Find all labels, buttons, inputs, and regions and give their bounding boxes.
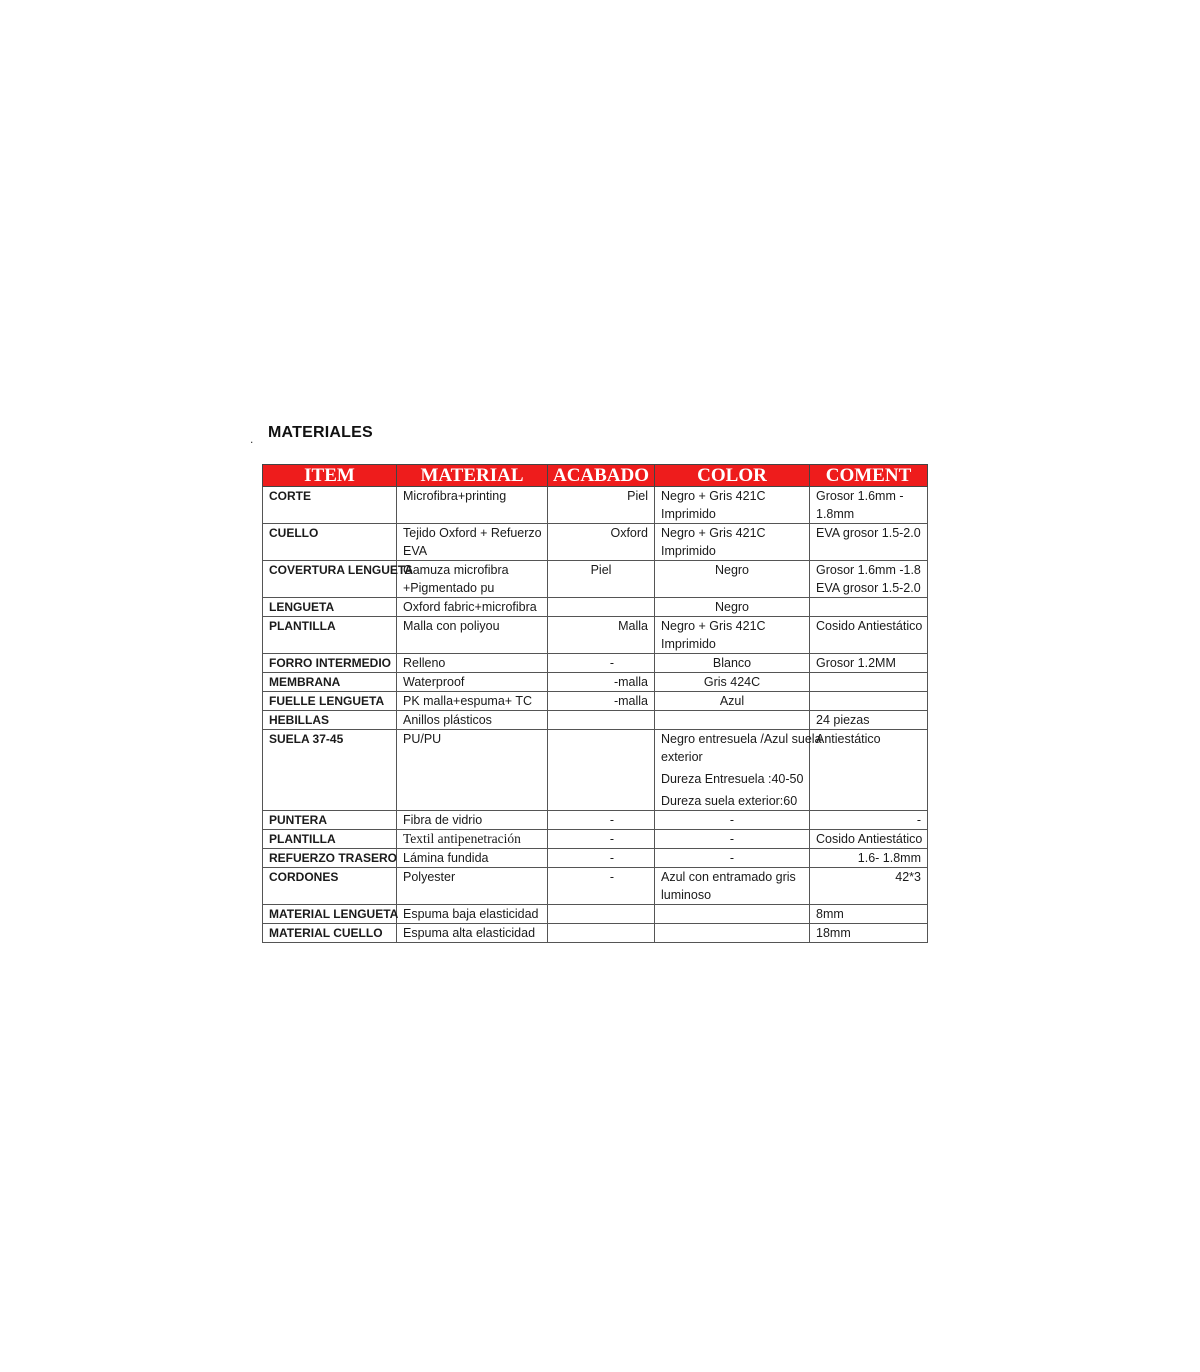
table-row: [263, 868, 928, 905]
cell-line: Negro entresuela /Azul suela: [661, 732, 822, 746]
cell-line: 8mm: [816, 907, 844, 921]
cell-coment: [810, 924, 928, 943]
cell-color: [655, 598, 810, 617]
table-row: [263, 598, 928, 617]
cell-material: [397, 561, 548, 598]
cell-coment: [810, 730, 928, 811]
cell-line: exterior: [661, 750, 703, 764]
cell-material: Oxford fabric+microfibra: [397, 598, 548, 617]
cell-line: Negro + Gris 421C: [661, 489, 766, 503]
table-row: [263, 524, 928, 561]
cell-material: Relleno: [397, 654, 548, 673]
cell-item: PUNTERA: [263, 811, 397, 830]
cell-color: [655, 487, 810, 524]
cell-acabado: -: [548, 868, 655, 905]
table-row: [263, 730, 928, 811]
cell-acabado: -malla: [548, 673, 655, 692]
cell-line: Dureza suela exterior:60: [661, 794, 798, 808]
cell-line: luminoso: [661, 888, 712, 902]
cell-line: Negro: [714, 563, 750, 577]
cell-acabado: -malla: [548, 692, 655, 711]
cell-acabado: [548, 905, 655, 924]
cell-acabado: -: [548, 811, 655, 830]
cell-material: Microfibra+printing: [397, 487, 548, 524]
cell-acabado: -: [548, 830, 655, 849]
cell-item: CORTE: [263, 487, 397, 524]
cell-line: Negro + Gris 421C: [661, 619, 766, 633]
cell-line: Antiestático: [816, 732, 881, 746]
cell-line: Grosor 1.6mm -: [816, 489, 904, 503]
cell-line: 1.6- 1.8mm: [857, 851, 921, 865]
cell-coment: [810, 692, 928, 711]
cell-coment: [810, 811, 928, 830]
cell-color: [655, 711, 810, 730]
cell-color: [655, 868, 810, 905]
cell-acabado: [548, 730, 655, 811]
cell-color: [655, 561, 810, 598]
cell-material: Fibra de vidrio: [397, 811, 548, 830]
cell-coment: [810, 830, 928, 849]
table-row: [263, 692, 928, 711]
cell-line: 24 piezas: [816, 713, 870, 727]
cell-coment: [810, 711, 928, 730]
cell-item: SUELA 37-45: [263, 730, 397, 811]
cell-material: PK malla+espuma+ TC: [397, 692, 548, 711]
cell-line: Grosor 1.6mm -1.8: [816, 563, 921, 577]
cell-line: Cosido Antiestático: [816, 832, 923, 846]
cell-acabado: -: [548, 654, 655, 673]
table-row: [263, 617, 928, 654]
cell-acabado: [548, 924, 655, 943]
cell-line: 18mm: [816, 926, 851, 940]
cell-line: 1.8mm: [816, 507, 855, 521]
cell-item: FUELLE LENGUETA: [263, 692, 397, 711]
cell-line: Gamuza microfibra: [403, 563, 509, 577]
cell-material: Malla con poliyou: [397, 617, 548, 654]
cell-item: LENGUETA: [263, 598, 397, 617]
header-coment: COMENT: [810, 465, 928, 487]
cell-color: [655, 524, 810, 561]
cell-line: EVA grosor 1.5-2.0: [816, 526, 921, 540]
cell-material: PU/PU: [397, 730, 548, 811]
cell-item: CORDONES: [263, 868, 397, 905]
cell-material: Anillos plásticos: [397, 711, 548, 730]
cell-color: [655, 924, 810, 943]
header-item: ITEM: [263, 465, 397, 487]
table-row: [263, 487, 928, 524]
cell-coment: [810, 905, 928, 924]
cell-color: [655, 673, 810, 692]
cell-coment: [810, 617, 928, 654]
cell-line: Gris 424C: [703, 675, 761, 689]
cell-line: Azul: [719, 694, 745, 708]
cell-coment: [810, 654, 928, 673]
cell-material: Espuma alta elasticidad: [397, 924, 548, 943]
cell-color: [655, 811, 810, 830]
cell-item: PLANTILLA: [263, 617, 397, 654]
table-row: [263, 811, 928, 830]
cell-line: Azul con entramado gris: [661, 870, 796, 884]
table-row: [263, 711, 928, 730]
cell-line: -: [729, 813, 735, 827]
cell-coment: [810, 487, 928, 524]
cell-coment: [810, 598, 928, 617]
cell-material: Polyester: [397, 868, 548, 905]
cell-line: Imprimido: [661, 544, 716, 558]
cell-item: HEBILLAS: [263, 711, 397, 730]
materials-table: [262, 464, 928, 943]
cell-line: Dureza Entresuela :40-50: [661, 772, 804, 786]
cell-acabado: -: [548, 849, 655, 868]
cell-acabado: Malla: [548, 617, 655, 654]
table-row: [263, 849, 928, 868]
header-acabado: ACABADO: [548, 465, 655, 487]
cell-color: [655, 692, 810, 711]
cell-material: [397, 524, 548, 561]
cell-line: +Pigmentado pu: [403, 581, 495, 595]
cell-acabado: [548, 711, 655, 730]
header-material: MATERIAL: [397, 465, 548, 487]
cell-line: Negro + Gris 421C: [661, 526, 766, 540]
cell-acabado: Oxford: [548, 524, 655, 561]
cell-material: Lámina fundida: [397, 849, 548, 868]
cell-item: FORRO INTERMEDIO: [263, 654, 397, 673]
table-row: [263, 905, 928, 924]
cell-material: Waterproof: [397, 673, 548, 692]
cell-color: [655, 849, 810, 868]
cell-line: Cosido Antiestático: [816, 619, 923, 633]
cell-line: EVA grosor 1.5-2.0: [816, 581, 921, 595]
cell-material: Espuma baja elasticidad: [397, 905, 548, 924]
cell-color: [655, 654, 810, 673]
table-row: [263, 924, 928, 943]
table-row: [263, 561, 928, 598]
cell-line: Imprimido: [661, 637, 716, 651]
cell-acabado: [548, 598, 655, 617]
cell-color: [655, 617, 810, 654]
cell-coment: [810, 868, 928, 905]
table-row: [263, 654, 928, 673]
cell-line: -: [729, 832, 735, 846]
table-row: [263, 673, 928, 692]
cell-line: Imprimido: [661, 507, 716, 521]
cell-line: -: [729, 851, 735, 865]
cell-coment: [810, 673, 928, 692]
cell-color: [655, 905, 810, 924]
cell-line: Blanco: [712, 656, 752, 670]
table-header-row: [263, 465, 928, 487]
cell-line: 42*3: [895, 870, 921, 884]
cell-item: PLANTILLA: [263, 830, 397, 849]
cell-item: REFUERZO TRASERO: [263, 849, 397, 868]
cell-line: EVA: [403, 544, 428, 558]
cell-line: -: [916, 813, 921, 827]
cell-item: MEMBRANA: [263, 673, 397, 692]
cell-coment: [810, 849, 928, 868]
cell-item: COVERTURA LENGUETA: [263, 561, 397, 598]
cell-color: [655, 830, 810, 849]
cell-item: CUELLO: [263, 524, 397, 561]
header-color: COLOR: [655, 465, 810, 487]
cell-color: [655, 730, 822, 811]
cell-acabado: Piel: [548, 561, 655, 598]
cell-item: MATERIAL CUELLO: [263, 924, 397, 943]
cell-line: Grosor 1.2MM: [816, 656, 896, 670]
section-title: MATERIALES: [268, 424, 373, 441]
cell-acabado: Piel: [548, 487, 655, 524]
table-row: [263, 830, 928, 849]
cell-coment: [810, 524, 928, 561]
cell-item: MATERIAL LENGUETA: [263, 905, 397, 924]
cell-coment: [810, 561, 928, 598]
cell-line: Tejido Oxford + Refuerzo: [403, 526, 542, 540]
cell-material: Textil antipenetración: [397, 830, 548, 849]
cell-line: Negro: [714, 600, 750, 614]
list-bullet: .: [250, 432, 254, 446]
